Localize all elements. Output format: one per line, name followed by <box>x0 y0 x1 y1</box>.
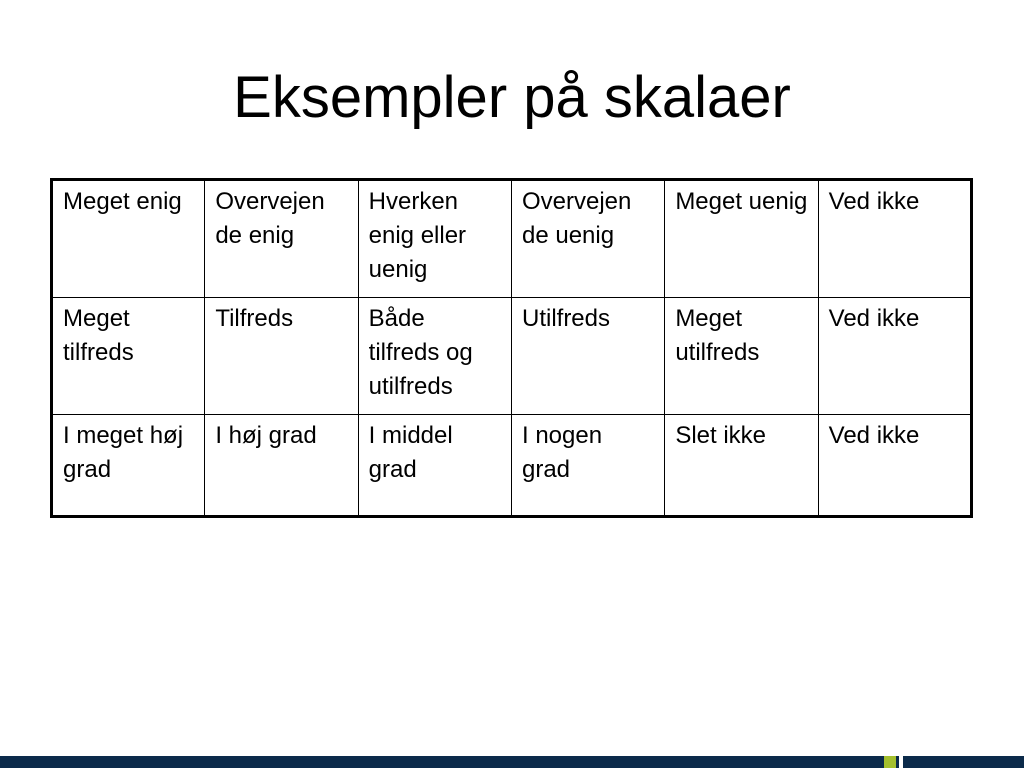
table-cell: Ved ikke <box>818 180 971 298</box>
table-cell: I nogen grad <box>511 415 664 517</box>
footer-accent-square <box>884 756 896 768</box>
table-row-satisfaction <box>52 298 972 415</box>
table-row-agreement <box>52 180 972 298</box>
table-cell: Overvejen de enig <box>205 180 358 298</box>
table-cell: Tilfreds <box>205 298 358 415</box>
table-row-degree <box>52 415 972 517</box>
table-cell: Ved ikke <box>818 298 971 415</box>
table-cell: Meget enig <box>52 180 205 298</box>
scale-examples-table <box>50 178 973 518</box>
table-cell: Hverken enig eller uenig <box>358 180 511 298</box>
table-cell: Meget utilfreds <box>665 298 818 415</box>
footer-bar <box>0 756 1024 768</box>
footer-accent-divider <box>899 756 903 768</box>
table-cell: I middel grad <box>358 415 511 517</box>
slide-title: Eksempler på skalaer <box>233 65 791 130</box>
table-cell: Utilfreds <box>511 298 664 415</box>
table-cell: Ved ikke <box>818 415 971 517</box>
table-cell: Slet ikke <box>665 415 818 517</box>
table-cell: I meget høj grad <box>52 415 205 517</box>
table-cell: Meget tilfreds <box>52 298 205 415</box>
table-cell: Meget uenig <box>665 180 818 298</box>
table-cell: I høj grad <box>205 415 358 517</box>
table-cell: Både tilfreds og utilfreds <box>358 298 511 415</box>
table-cell: Overvejen de uenig <box>511 180 664 298</box>
